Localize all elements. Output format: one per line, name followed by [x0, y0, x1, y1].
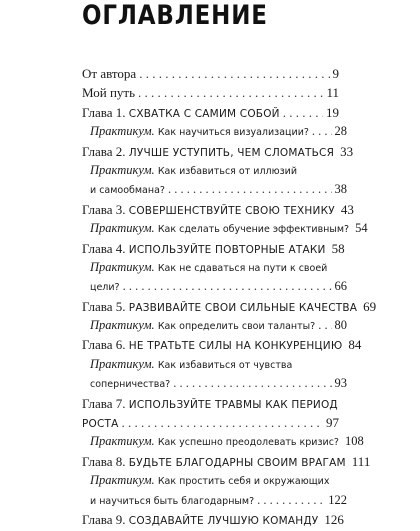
- chapter-title: БУДЬТЕ БЛАГОДАРНЫ СВОИМ ВРАГАМ: [128, 456, 346, 469]
- toc-entry-chapter: [82, 394, 339, 413]
- practicum-title: Как избавиться от чувства: [157, 359, 293, 371]
- chapter-title: НЕ ТРАТЬТЕ СИЛЫ НА КОНКУРЕНЦИЮ: [128, 340, 343, 353]
- page-title: ОГЛАВЛЕНИЕ: [82, 0, 268, 31]
- leader-dots: [122, 413, 323, 432]
- toc-entry-practicum: [82, 219, 368, 238]
- toc-entry: [82, 64, 339, 83]
- practicum-label: Практикум.: [90, 259, 155, 274]
- chapter-title: ИСПОЛЬЗУЙТЕ ТРАВМЫ КАК ПЕРИОД: [128, 398, 338, 411]
- page-number: 126: [324, 511, 344, 527]
- practicum-label: Практикум.: [90, 318, 155, 333]
- practicum-title: Как сделать обучение эффективным?: [157, 224, 350, 236]
- page-number: 111: [351, 453, 371, 469]
- table-of-contents: [82, 64, 377, 529]
- chapter-number: Глава 6.: [82, 337, 126, 353]
- practicum-label: Практикум.: [90, 221, 155, 236]
- leader-dots: [283, 103, 323, 122]
- chapter-number: Глава 7.: [82, 395, 126, 411]
- practicum-title: Как научиться визуализации?: [157, 127, 309, 139]
- practicum-title-cont: и самообмана?: [90, 185, 165, 197]
- toc-entry-practicum: [82, 432, 364, 451]
- toc-entry-continuation: [82, 413, 339, 432]
- toc-entry-chapter: [82, 200, 354, 219]
- toc-entry-continuation: [82, 277, 347, 296]
- toc-entry-chapter: [82, 103, 339, 122]
- toc-entry-practicum: [82, 122, 347, 141]
- page-number: 69: [363, 298, 377, 314]
- toc-entry-practicum: [82, 258, 339, 277]
- toc-entry-practicum: [82, 471, 339, 490]
- chapter-title: СОВЕРШЕНСТВУЙТЕ СВОЮ ТЕХНИКУ: [128, 204, 335, 217]
- toc-entry: [82, 83, 339, 102]
- practicum-title: Как не сдаваться на пути к своей: [157, 262, 328, 274]
- practicum-title-cont: соперничества?: [90, 379, 171, 391]
- page-number: 122: [328, 492, 347, 507]
- chapter-title: СОЗДАВАЙТЕ ЛУЧШУЮ КОМАНДУ: [128, 514, 319, 527]
- chapter-number: Глава 3.: [82, 201, 126, 217]
- page-number: 54: [355, 221, 368, 236]
- toc-entry-chapter: [82, 452, 371, 471]
- page-number: 84: [348, 337, 362, 353]
- leader-dots: [139, 64, 329, 83]
- practicum-label: Практикум.: [90, 162, 155, 177]
- chapter-number: Глава 5.: [82, 298, 126, 314]
- page-number: 19: [326, 104, 339, 120]
- toc-entry-chapter: [82, 142, 354, 161]
- practicum-title: Как избавиться от иллюзий: [157, 165, 297, 177]
- practicum-label: Практикум.: [90, 124, 155, 139]
- practicum-title: Как определить свои таланты?: [157, 321, 316, 333]
- chapter-title: ЛУЧШЕ УСТУПИТЬ, ЧЕМ СЛОМАТЬСЯ: [128, 146, 335, 159]
- toc-entry-chapter: [82, 239, 345, 258]
- page-number: 33: [340, 143, 354, 159]
- toc-entry-practicum: [82, 161, 339, 180]
- entry-label: Мой путь: [82, 85, 136, 101]
- toc-entry-continuation: [82, 180, 347, 199]
- page-number: 43: [340, 201, 354, 217]
- chapter-number: Глава 2.: [82, 143, 126, 159]
- chapter-number: Глава 1.: [82, 104, 126, 120]
- page-number: 80: [334, 318, 347, 333]
- page-number: 97: [326, 415, 339, 431]
- practicum-title-cont: цели?: [90, 282, 120, 294]
- practicum-title: Как простить себя и окружающих: [157, 476, 330, 488]
- page-number: 9: [332, 66, 339, 81]
- toc-entry-practicum: [82, 316, 347, 335]
- chapter-title: РАЗВИВАЙТЕ СВОИ СИЛЬНЫЕ КАЧЕСТВА: [128, 301, 358, 314]
- toc-entry-continuation: [82, 374, 347, 393]
- leader-dots: [168, 180, 332, 199]
- chapter-title-cont: РОСТА: [82, 418, 119, 431]
- page-number: 66: [334, 279, 347, 294]
- leader-dots: [123, 277, 332, 296]
- toc-entry-chapter: [82, 510, 344, 529]
- toc-entry-chapter: [82, 297, 377, 316]
- practicum-label: Практикум.: [90, 434, 155, 449]
- practicum-label: Практикум.: [90, 356, 155, 371]
- entry-label: От автора: [82, 66, 137, 81]
- chapter-title: СХВАТКА С САМИМ СОБОЙ: [128, 107, 280, 120]
- practicum-label: Практикум.: [90, 473, 155, 488]
- page-number: 93: [334, 376, 347, 391]
- leader-dots: [138, 83, 323, 102]
- page-number: 108: [344, 434, 364, 449]
- leader-dots: [173, 374, 331, 393]
- practicum-title: Как успешно преодолевать кризис?: [157, 437, 339, 449]
- page-number: 28: [334, 124, 347, 139]
- chapter-number: Глава 4.: [82, 240, 126, 256]
- toc-entry-continuation: [82, 491, 347, 510]
- chapter-number: Глава 8.: [82, 453, 126, 469]
- leader-dots: [312, 122, 332, 141]
- practicum-title-cont: и научиться быть благодарным?: [90, 495, 255, 507]
- leader-dots: [318, 316, 331, 335]
- chapter-number: Глава 9.: [82, 511, 126, 527]
- toc-entry-practicum: [82, 355, 339, 374]
- chapter-title: ИСПОЛЬЗУЙТЕ ПОВТОРНЫЕ АТАКИ: [128, 243, 326, 256]
- leader-dots: [257, 491, 325, 510]
- page-number: 38: [334, 182, 347, 197]
- toc-entry-chapter: [82, 335, 362, 354]
- page-number: 58: [331, 240, 345, 256]
- page-number: 11: [326, 85, 339, 101]
